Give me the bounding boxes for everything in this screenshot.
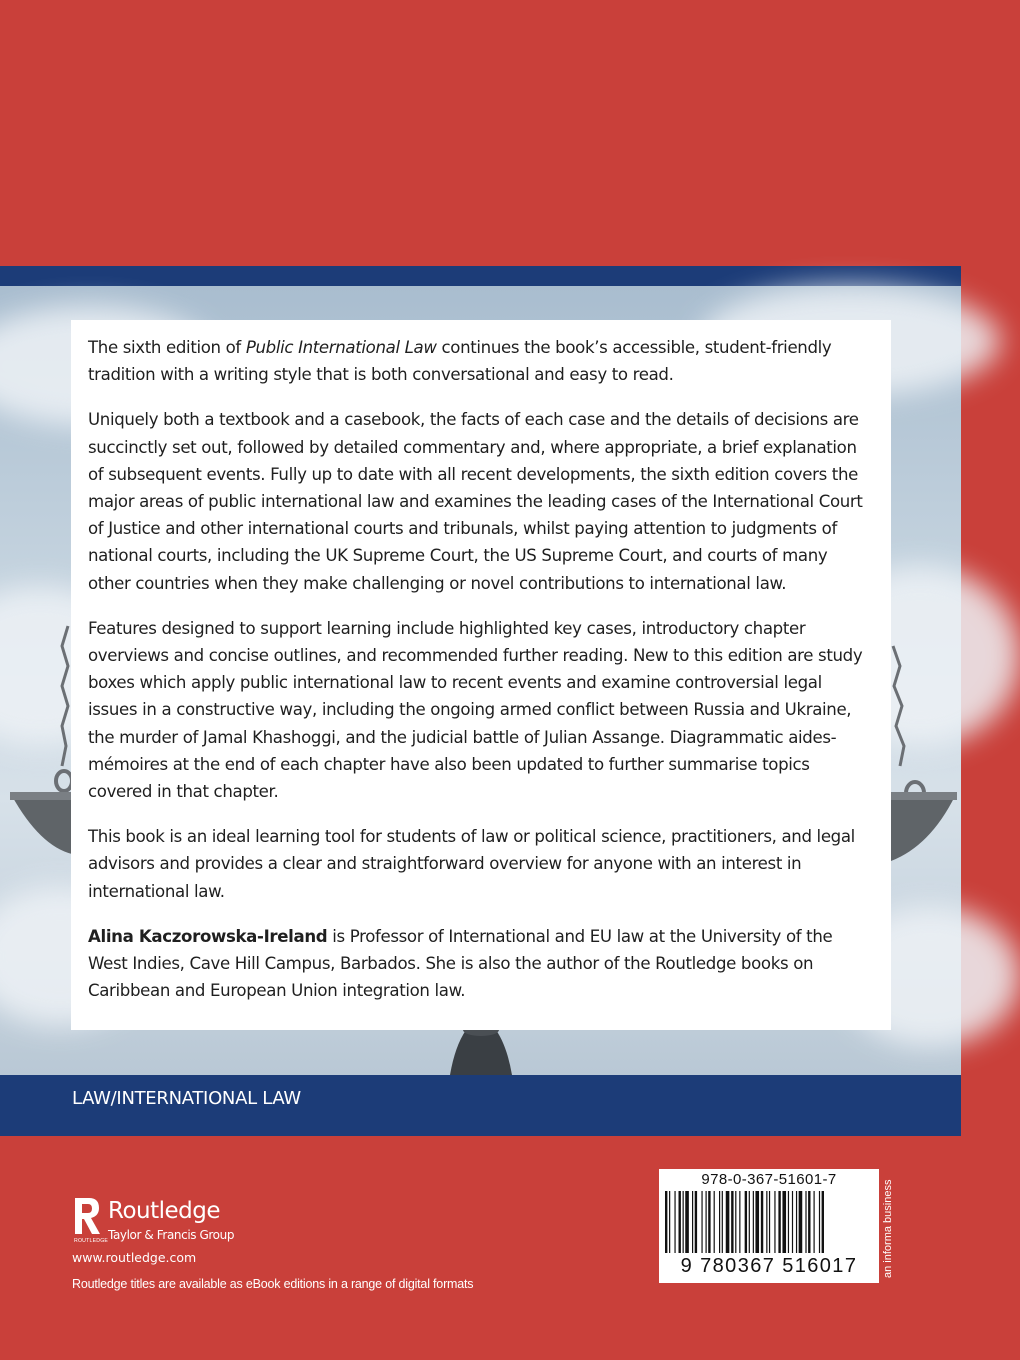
book-title: Public International Law [245, 338, 437, 357]
barcode-bar [735, 1191, 736, 1253]
barcode-bar [788, 1191, 789, 1253]
barcode-bar [808, 1191, 810, 1253]
barcode-bar [799, 1191, 803, 1253]
left-scale-pan [56, 626, 72, 791]
isbn-bottom: 9 780367 516017 [680, 1255, 858, 1277]
barcode-bar [739, 1191, 740, 1253]
barcode-bar [822, 1191, 824, 1253]
barcode-bar [745, 1191, 747, 1253]
right-pan-bowl [891, 796, 955, 861]
barcode-icon [663, 1191, 875, 1253]
barcode-bar [708, 1191, 710, 1253]
barcode-box [659, 1169, 879, 1283]
routledge-logo-icon [72, 1196, 109, 1244]
left-pan-bowl [12, 796, 72, 854]
barcode-bar [701, 1191, 702, 1253]
barcode-bar [761, 1191, 763, 1253]
author-bio: Alina Kaczorowska-Ireland is Professor of International and EU law at the University of the West Indies, Cave Hill Campus, Barbados. She is also the author of the Routledge books on Caribbean and European Union integration law. [88, 926, 833, 1001]
barcode-bar [766, 1191, 767, 1253]
barcode-bar [731, 1191, 733, 1253]
publisher-name: Routledge [108, 1198, 221, 1224]
blurb-paragraph-4: This book is an ideal learning tool for students of law or political science, practitioners, and legal advisors and provides a clear and straightforward overview for anyone with an interest in international law. [88, 827, 855, 901]
barcode-bar [755, 1191, 759, 1253]
blurb-paragraph-2: Uniquely both a textbook and a casebook, the facts of each case and the details of decisions are succinctly set out, followed by detailed commentary and, where appropriate, a brief explanation of subsequent events. Fully up to date with all recent developments, the sixth edition covers the major areas of public international law and examines the leading cases of the International Court of Justice and other international courts and tribunals, whilst paying attention to judgments of national courts, including the UK Supreme Court, the US Supreme Court, and courts of many other countries when they make challenging or novel contributions to international law. [88, 410, 863, 593]
blurb-paragraph-1: The sixth edition of Public International Law continues the book’s accessible, student-friendly tradition with a writing style that is both conversational and easy to read. [88, 338, 832, 385]
barcode-bar [749, 1191, 750, 1253]
barcode-bar [782, 1191, 786, 1253]
barcode-bar [706, 1191, 707, 1253]
blurb-panel [71, 320, 891, 1030]
barcode-bar [792, 1191, 793, 1253]
blurb-paragraph-3: Features designed to support learning include highlighted key cases, introductory chapter overviews and concise outlines, and recommended further reading. New to this edition are study boxes which apply public international law to recent events and examine controversial legal issues in a constructive way, including the ongoing armed conflict between Russia and Ukraine, the murder of Jamal Khashoggi, and the judicial battle of Julian Assange. Diagrammatic aides-mémoires at the end of each chapter have also been updated to further summarise topics covered in that chapter. [88, 618, 863, 802]
barcode-bar [719, 1191, 720, 1253]
barcode-bar [726, 1191, 730, 1253]
barcode-bar [778, 1191, 780, 1253]
barcode-bar [714, 1191, 715, 1253]
publisher-url[interactable]: www.routledge.com [72, 1250, 197, 1265]
isbn-top: 978-0-367-51601-7 [701, 1171, 837, 1188]
barcode-bar [685, 1191, 689, 1253]
barcode-bar [753, 1191, 754, 1253]
subject-category: LAW/INTERNATIONAL LAW [72, 1088, 301, 1109]
publisher-group: Taylor & Francis Group [108, 1228, 235, 1242]
top-red-band [0, 0, 961, 266]
barcode-bar [679, 1191, 681, 1253]
logo-wordmark: ROUTLEDGE [74, 1238, 109, 1244]
barcode-bar [819, 1191, 820, 1253]
scale-stand [450, 1030, 512, 1075]
barcode-bar [692, 1191, 693, 1253]
barcode-bar [796, 1191, 797, 1253]
top-blue-stripe [0, 266, 961, 286]
ebook-note: Routledge titles are available as eBook editions in a range of digital formats [72, 1277, 474, 1291]
barcode-bar [695, 1191, 697, 1253]
barcode-bar [805, 1191, 806, 1253]
barcode-bar [669, 1191, 670, 1253]
barcode-bar [722, 1191, 723, 1253]
barcode-bar [674, 1191, 675, 1253]
informa-tagline: an informa business [882, 1179, 894, 1278]
barcode-bar [665, 1191, 667, 1253]
barcode-bar [683, 1191, 684, 1253]
author-name: Alina Kaczorowska-Ireland [88, 926, 328, 946]
barcode-bar [814, 1191, 815, 1253]
barcode-bar [774, 1191, 775, 1253]
right-scale-pan [893, 646, 924, 804]
barcode-bar [769, 1191, 770, 1253]
